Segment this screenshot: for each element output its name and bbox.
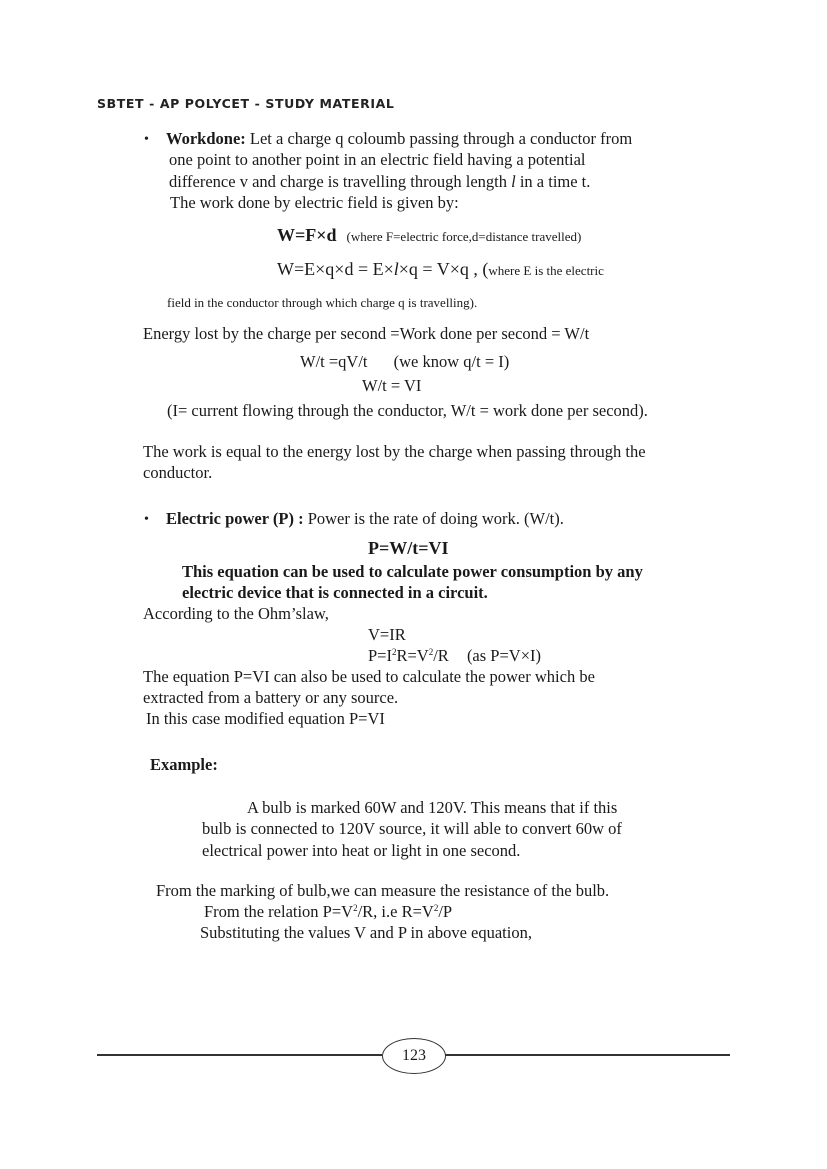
workdone-line-3-post: in a time t. — [515, 172, 591, 191]
power-para-1: The equation P=VI can also be used to calculate the power which be — [143, 667, 595, 686]
ohm-law-intro: According to the Ohm’slaw, — [143, 604, 329, 623]
eq-p-sup-2: 2 — [428, 647, 434, 657]
example-line-1: A bulb is marked 60W and 120V. This means that if this — [247, 798, 618, 817]
power-bold-line-1: This equation can be used to calculate power consumption by any — [182, 562, 643, 581]
equation-work-field-pre: W=E×q×d = E× — [277, 259, 394, 279]
workdone-term: Workdone: — [166, 129, 246, 148]
example-line-4: From the marking of bulb,we can measure the resistance of the bulb. — [156, 881, 610, 900]
example-line-6: Substituting the values V and P in above equation, — [200, 923, 532, 942]
equation-power-rate — [300, 351, 509, 372]
equation-work-force-note: (where F=electric force,d=distance travelled) — [346, 229, 582, 244]
equation-power-main: P=W/t=VI — [368, 538, 449, 558]
length-variable: l — [511, 172, 516, 191]
ex-l5-sup-2: 2 — [433, 903, 439, 913]
workdone-line-1 — [166, 128, 632, 149]
footer-rule-left — [97, 1054, 382, 1056]
eq-p-note: (as P=V×I) — [466, 646, 541, 665]
equation-power-rate-main: W/t =qV/t — [300, 352, 368, 371]
power-para-2: extracted from a battery or any source. — [143, 688, 399, 707]
power-def-text: Power is the rate of doing work. (W/t). — [307, 509, 564, 528]
eq-p-sup-1: 2 — [391, 647, 397, 657]
equation-work-field-post: ×q = V×q , ( — [398, 259, 489, 279]
energy-line-1: Energy lost by the charge per second =Work done per second = W/t — [143, 324, 590, 343]
example-heading: Example: — [150, 755, 218, 774]
footer-rule-right — [444, 1054, 730, 1056]
equation-work-field-note: where E is the electric — [488, 263, 604, 278]
workdone-line-3-pre: difference v and charge is travelling through length — [169, 172, 512, 191]
workdone-text-1: Let a charge q coloumb passing through a conductor from — [249, 129, 633, 148]
equation-length-variable: l — [393, 259, 399, 279]
ex-l5-part-c: /P — [438, 902, 453, 921]
workdone-line-4: The work done by electric field is given by: — [170, 193, 459, 212]
example-line-2: bulb is connected to 120V source, it will able to convert 60w of — [202, 819, 622, 838]
equation-work-field-cont: field in the conductor through which charge q is travelling). — [167, 295, 478, 310]
power-bold-line-2: electric device that is connected in a circuit. — [182, 583, 488, 602]
power-term: Electric power (P) : — [166, 509, 304, 528]
energy-note: (I= current flowing through the conductor, W/t = work done per second). — [167, 401, 648, 420]
equation-work-force-main: W=F×d — [277, 225, 337, 245]
bullet-icon: • — [144, 132, 149, 147]
ex-l5-sup-1: 2 — [353, 903, 358, 913]
equation-power-rate-note: (we know q/t = I) — [393, 352, 510, 371]
running-header: SBTET - AP POLYCET - STUDY MATERIAL — [97, 96, 395, 111]
equation-work-force — [277, 225, 581, 246]
ex-l5-part-a: From the relation P=V — [204, 902, 354, 921]
power-definition — [166, 508, 564, 529]
ex-l5-part-b: /R, i.e R=V — [357, 902, 434, 921]
workdone-line-3 — [169, 171, 590, 192]
page-number: 123 — [382, 1038, 446, 1074]
example-line-3: electrical power into heat or light in one second. — [202, 841, 521, 860]
bullet-icon: • — [144, 512, 149, 527]
workdone-line-2: one point to another point in an electric field having a potential — [169, 150, 586, 169]
equation-power-resistance — [368, 645, 541, 666]
equation-power-vi: W/t = VI — [362, 376, 422, 395]
eq-p-part-c: /R — [433, 646, 449, 665]
energy-para-1: The work is equal to the energy lost by the charge when passing through the — [143, 442, 646, 461]
equation-ohm: V=IR — [368, 625, 406, 644]
example-line-5 — [204, 901, 452, 922]
eq-p-part-b: R=V — [396, 646, 429, 665]
energy-para-2: conductor. — [143, 463, 213, 482]
equation-work-field — [277, 259, 604, 280]
power-para-3: In this case modified equation P=VI — [146, 709, 385, 728]
eq-p-part-a: P=I — [368, 646, 392, 665]
